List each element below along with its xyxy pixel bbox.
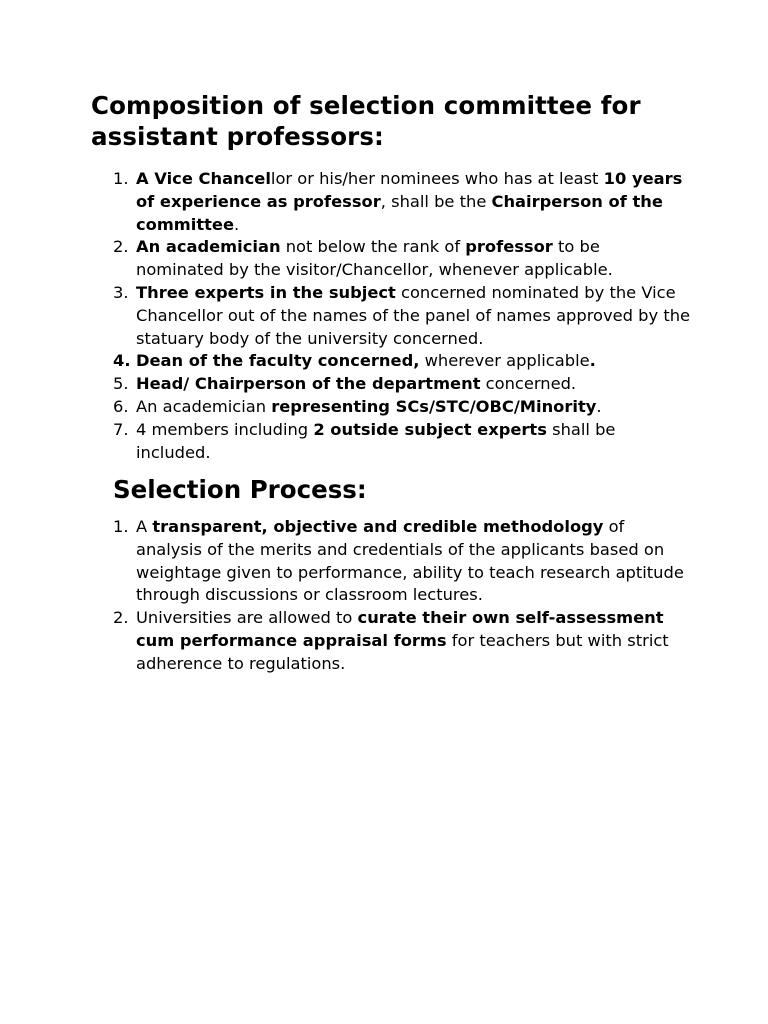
list-item-number: 1. bbox=[113, 517, 129, 536]
bold-text: An academician bbox=[136, 237, 281, 257]
list-item-number: 2. bbox=[113, 237, 129, 257]
selection-process-list bbox=[91, 516, 691, 676]
bold-text: 2 outside subject experts bbox=[313, 419, 547, 439]
bold-text: Chairperson of the committee bbox=[136, 191, 663, 234]
body-text: Universities are allowed to bbox=[136, 608, 358, 628]
body-text: to be nominated by the visitor/Chancellor, whenever applicable. bbox=[136, 237, 613, 280]
bold-text: representing SCs/STC/OBC/Minority bbox=[271, 396, 597, 416]
body-text: for teachers but with strict adherence to regulations. bbox=[136, 630, 669, 673]
list-item bbox=[91, 516, 691, 607]
list-item bbox=[91, 396, 691, 419]
body-text: not below the rank of bbox=[280, 237, 466, 257]
bold-text: A Vice Chancel bbox=[136, 169, 271, 188]
body-text: shall be included. bbox=[136, 419, 616, 462]
list-item-number: 4. bbox=[113, 351, 131, 371]
list-item-number: 2. bbox=[113, 608, 129, 628]
bold-text: Dean of the faculty concerned, bbox=[136, 351, 420, 371]
body-text: An academician bbox=[136, 396, 272, 416]
bold-text: 10 years of experience as professor bbox=[136, 169, 683, 211]
list-item-number: 5. bbox=[113, 374, 129, 394]
body-text: of analysis of the merits and credentials of the applicants based on weightage given to performance, ability to teach research aptitude through discussions or classroom lectures. bbox=[136, 517, 684, 605]
section-title: Selection Process: bbox=[113, 475, 367, 504]
body-text: 4 members including bbox=[136, 419, 314, 439]
body-text: concerned nominated by the Vice Chancellor out of the names of the panel of names approved by the statuary body of the university concerned. bbox=[136, 282, 691, 348]
body-text: , shall be the bbox=[380, 191, 492, 211]
list-item bbox=[91, 419, 691, 465]
bold-text: curate their own self-assessment cum performance appraisal forms bbox=[136, 608, 664, 650]
list-item bbox=[91, 373, 691, 396]
list-item bbox=[91, 282, 691, 350]
bold-text: Head/ Chairperson of the department bbox=[136, 374, 481, 394]
list-item-number: 6. bbox=[113, 396, 129, 416]
body-text: concerned. bbox=[480, 374, 577, 394]
page-title: Composition of selection committee for assistant professors: bbox=[91, 91, 641, 151]
list-item bbox=[91, 236, 691, 282]
list-item-number: 1. bbox=[113, 169, 129, 188]
list-item bbox=[91, 607, 691, 675]
list-item bbox=[91, 168, 691, 236]
body-text: wherever applicable bbox=[419, 351, 590, 371]
body-text: . bbox=[596, 396, 602, 416]
bold-text: . bbox=[589, 351, 596, 371]
bold-text: Three experts in the subject bbox=[136, 282, 396, 302]
committee-list bbox=[91, 168, 691, 464]
body-text: . bbox=[234, 214, 240, 234]
body-text: lor or his/her nominees who has at least bbox=[270, 169, 604, 188]
bold-text: professor bbox=[465, 237, 553, 257]
bold-text: transparent, objective and credible methodology bbox=[152, 517, 604, 536]
body-text: A bbox=[136, 517, 153, 536]
list-item-number: 3. bbox=[113, 282, 129, 302]
list-item-number: 7. bbox=[113, 419, 129, 439]
list-item bbox=[91, 350, 691, 373]
